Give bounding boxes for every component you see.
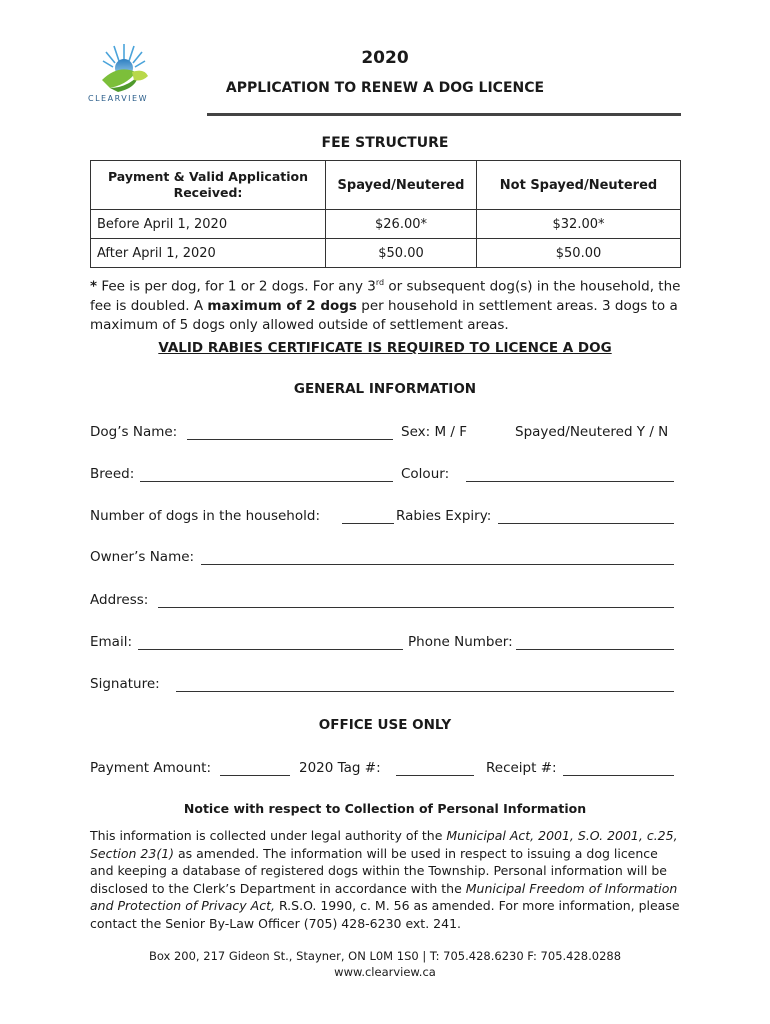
fee-col-not-spayed: Not Spayed/Neutered xyxy=(477,161,681,210)
rabies-notice: VALID RABIES CERTIFICATE IS REQUIRED TO LICENCE A DOG xyxy=(158,340,612,356)
notice-italic: Municipal Freedom of Information and Protection of Privacy Act, xyxy=(90,880,678,913)
email-field[interactable] xyxy=(138,649,403,650)
email-label: Email: xyxy=(90,634,133,650)
form-title: APPLICATION TO RENEW A DOG LICENCE xyxy=(225,80,545,96)
tag-field[interactable] xyxy=(396,775,474,776)
fee-note-bold: maximum of 2 dogs xyxy=(207,297,357,314)
footer-address: Box 200, 217 Gideon St., Stayner, ON L0M 1S0 | T: 705.428.6230 F: 705.428.0288 xyxy=(148,949,622,963)
receipt-field[interactable] xyxy=(563,775,674,776)
fee-not-spayed: $50.00 xyxy=(477,239,681,268)
owner-name-field[interactable] xyxy=(201,564,674,565)
fee-table xyxy=(90,160,681,268)
fee-note-text: per household in settlement areas. 3 dogs to a maximum of 5 dogs only allowed outside of settlement areas. xyxy=(90,297,678,333)
dog-name-label: Dog’s Name: xyxy=(90,424,178,440)
num-dogs-label: Number of dogs in the household: xyxy=(90,508,320,524)
payment-amount-field[interactable] xyxy=(220,775,290,776)
num-dogs-field[interactable] xyxy=(342,523,394,524)
colour-label: Colour: xyxy=(401,466,450,482)
fee-note-asterisk: * xyxy=(90,278,98,295)
notice-text: R.S.O. 1990, c. M. 56 as amended. For more information, please contact the Senior By-Law Officer (705) 428-6230 ext. 241. xyxy=(90,898,680,931)
address-field[interactable] xyxy=(158,607,674,608)
logo-wordmark: CLEARVIEW xyxy=(88,94,148,103)
fee-note-sup: rd xyxy=(375,278,385,287)
breed-field[interactable] xyxy=(140,481,393,482)
receipt-label: Receipt #: xyxy=(486,760,557,776)
fee-period: Before April 1, 2020 xyxy=(91,210,326,239)
dog-name-field[interactable] xyxy=(187,439,393,440)
fee-col-spayed: Spayed/Neutered xyxy=(326,161,477,210)
fee-col-payment: Payment & Valid Application Received: xyxy=(91,161,326,210)
form-year: 2020 xyxy=(361,48,409,68)
general-info-title: GENERAL INFORMATION xyxy=(293,381,477,397)
rabies-expiry-field[interactable] xyxy=(498,523,674,524)
table-row xyxy=(91,239,681,268)
fee-not-spayed: $32.00* xyxy=(477,210,681,239)
fee-period: After April 1, 2020 xyxy=(91,239,326,268)
breed-label: Breed: xyxy=(90,466,135,482)
table-row xyxy=(91,210,681,239)
footer-website[interactable]: www.clearview.ca xyxy=(334,965,436,979)
notice-text: This information is collected under legal authority of the xyxy=(90,828,447,843)
title-divider xyxy=(207,113,681,116)
colour-field[interactable] xyxy=(466,481,674,482)
spayed-field[interactable]: Spayed/Neutered Y / N xyxy=(515,424,669,440)
signature-label: Signature: xyxy=(90,676,160,692)
privacy-notice-body xyxy=(90,827,680,932)
fee-note-text: or subsequent dog(s) in the household, the fee is doubled. A xyxy=(90,278,681,314)
phone-label: Phone Number: xyxy=(408,634,513,650)
fee-spayed: $26.00* xyxy=(326,210,477,239)
owner-name-label: Owner’s Name: xyxy=(90,549,195,565)
fee-spayed: $50.00 xyxy=(326,239,477,268)
address-label: Address: xyxy=(90,592,149,608)
fee-table-header xyxy=(91,161,681,210)
privacy-notice-title: Notice with respect to Collection of Personal Information xyxy=(183,801,587,816)
rabies-expiry-label: Rabies Expiry: xyxy=(396,508,492,524)
fee-structure-title: FEE STRUCTURE xyxy=(321,135,449,151)
payment-amount-label: Payment Amount: xyxy=(90,760,211,776)
notice-italic: Municipal Act, 2001, S.O. 2001, c.25, Section 23(1) xyxy=(90,828,678,861)
office-use-title: OFFICE USE ONLY xyxy=(318,717,452,733)
tag-label: 2020 Tag #: xyxy=(299,760,381,776)
fee-note xyxy=(90,273,690,335)
phone-field[interactable] xyxy=(516,649,674,650)
fee-note-text: Fee is per dog, for 1 or 2 dogs. For any 3 xyxy=(97,278,376,295)
notice-text: as amended. The information will be used in respect to issuing a dog licence and keeping a database of registered dogs within the Township. Personal information will be disclosed to the Clerk’s Department in accordance with the xyxy=(90,845,667,896)
signature-field[interactable] xyxy=(176,691,674,692)
sex-field[interactable]: Sex: M / F xyxy=(401,424,468,440)
